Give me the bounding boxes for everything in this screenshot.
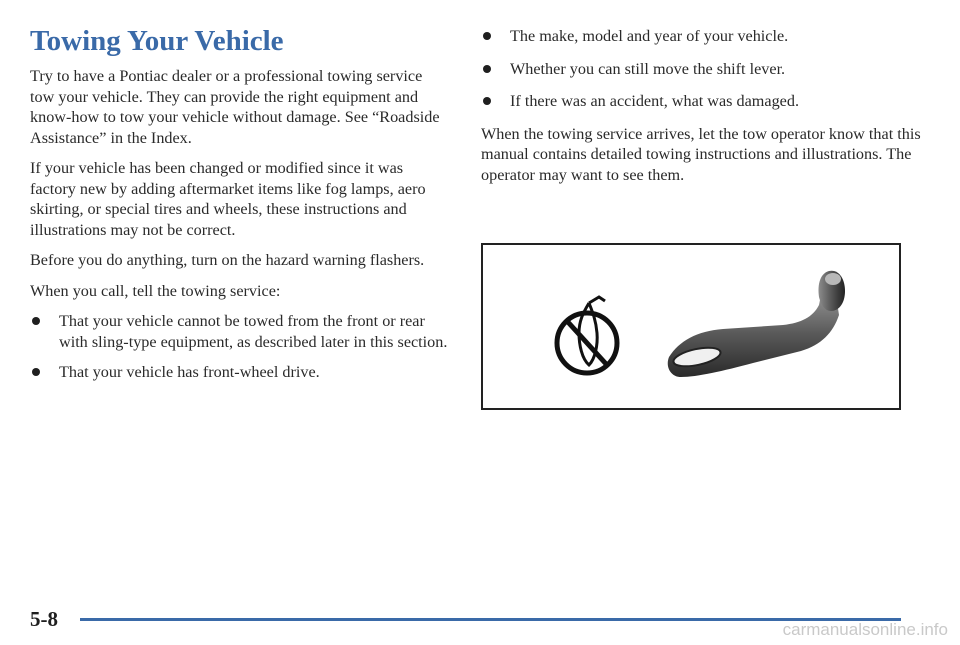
watermark: carmanualsonline.info [782, 620, 948, 639]
right-column [481, 26, 921, 195]
tow-hook-illustration [481, 243, 901, 410]
list-item [481, 91, 921, 112]
list-item-text: That your vehicle has front-wheel drive. [59, 363, 320, 381]
bullet-icon [483, 65, 491, 73]
bullet-icon [32, 368, 40, 376]
left-column [30, 66, 450, 393]
call-bullet-list [30, 311, 450, 383]
list-item [481, 26, 921, 47]
footer-rule [80, 618, 901, 621]
page-title: Towing Your Vehicle [30, 25, 284, 57]
no-sling-icon [557, 297, 617, 373]
list-item-text: The make, model and year of your vehicle. [510, 27, 789, 45]
info-bullet-list [481, 26, 921, 112]
list-item-text: If there was an accident, what was damaged. [510, 92, 799, 110]
bullet-icon [32, 317, 40, 325]
hazard-paragraph: Before you do anything, turn on the hazard warning flashers. [30, 251, 425, 269]
list-item [30, 362, 450, 383]
call-paragraph: When you call, tell the towing service: [30, 281, 281, 300]
list-item [30, 311, 450, 352]
list-item [481, 59, 921, 80]
intro-paragraph: Try to have a Pontiac dealer or a professional towing service tow your vehicle. They can provide the right equipment and know-how to tow your vehicle without damage. See “Roadside Assistance” in the Index. [30, 67, 440, 147]
list-item-text: Whether you can still move the shift lever. [510, 59, 786, 78]
bullet-icon [483, 97, 491, 105]
list-item-text: That your vehicle cannot be towed from the front or rear with sling-type equipment, as described later in this section. [59, 312, 448, 351]
tow-hook-icon [668, 271, 845, 377]
arrival-paragraph: When the towing service arrives, let the tow operator know that this manual contains detailed towing instructions and illustrations. The operator may want to see them. [481, 124, 921, 184]
page-number: 5-8 [30, 607, 58, 631]
bullet-icon [483, 32, 491, 40]
modification-paragraph: If your vehicle has been changed or modified since it was factory new by adding aftermarket items like fog lamps, aero skirting, or special tires and wheels, these instructions and illustrations may not be correct. [30, 159, 426, 239]
illustration-canvas [483, 245, 899, 408]
